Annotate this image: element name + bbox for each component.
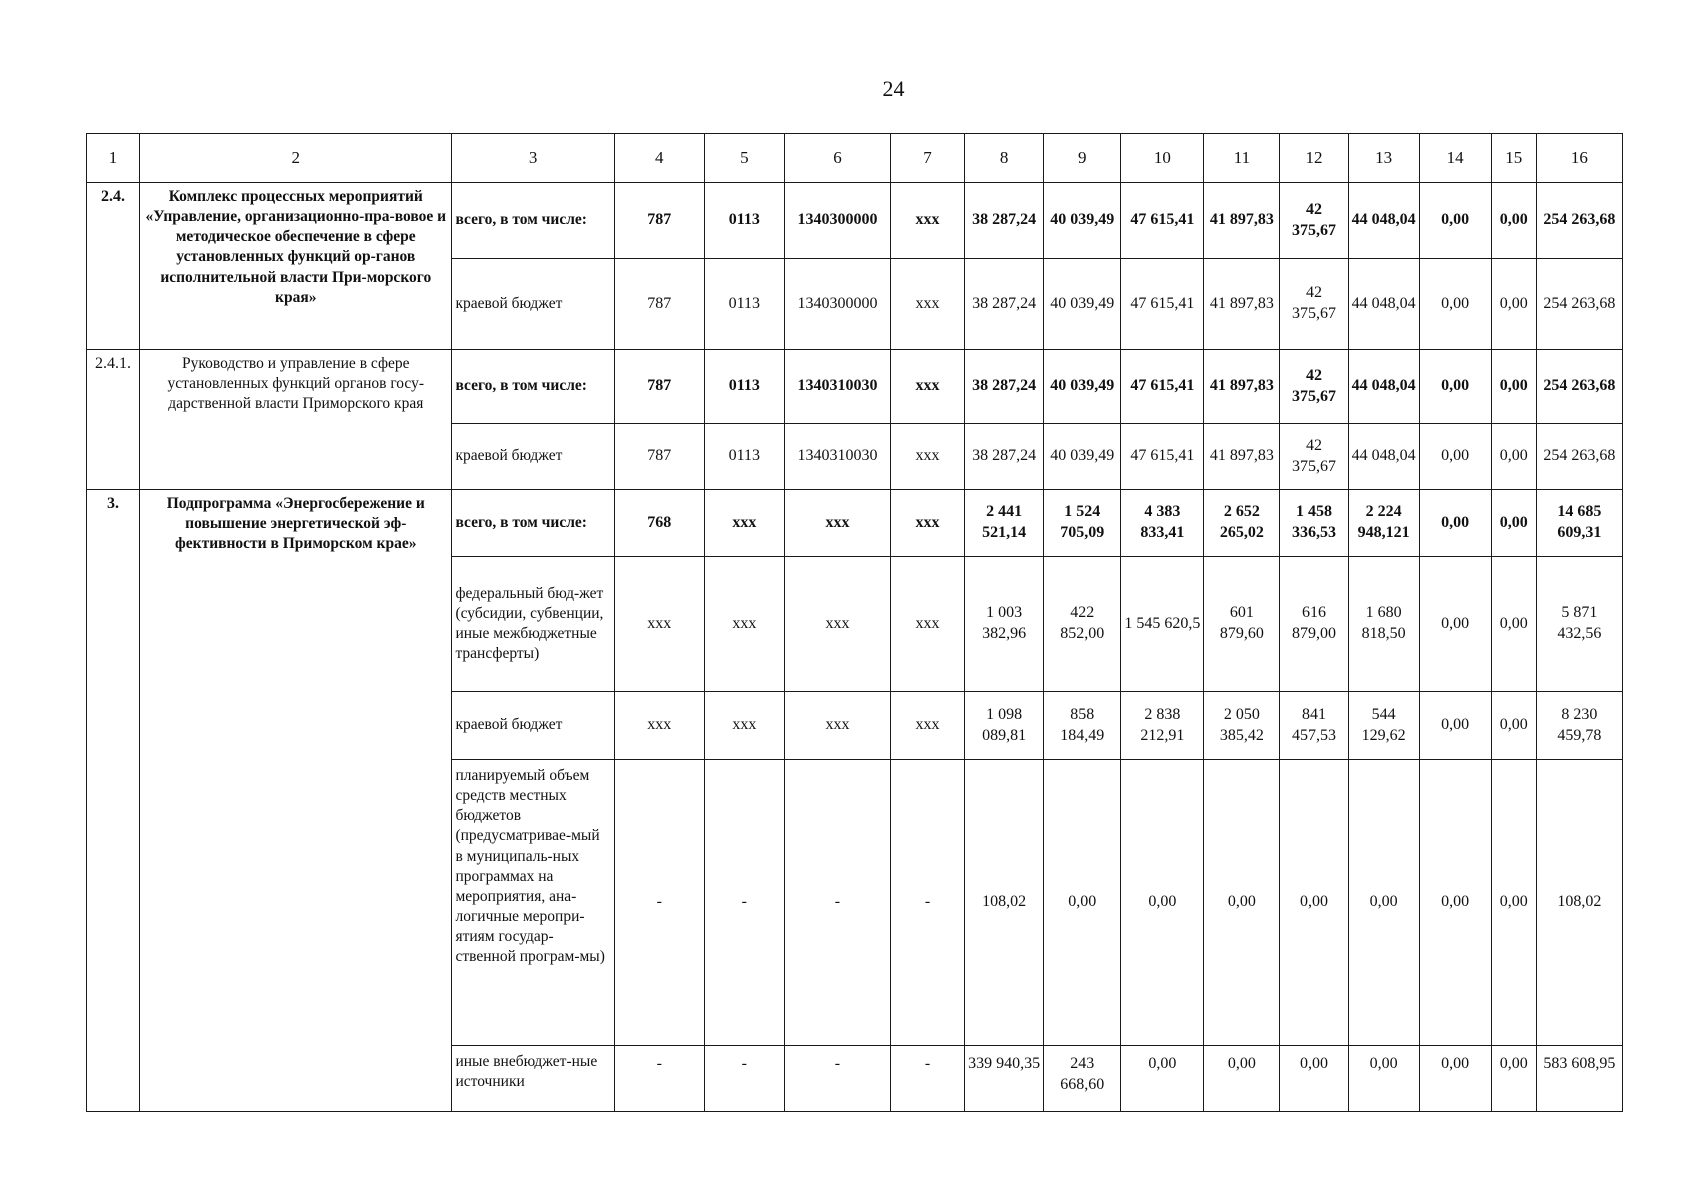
cell-c13: 1 680 818,50 xyxy=(1348,557,1419,692)
header-cell: 1 xyxy=(87,134,140,183)
cell-c16: 108,02 xyxy=(1536,760,1622,1046)
section-name: Комплекс процессных мероприятий «Управление, организационно-пра-вовое и методическое обеспечение в сфере установленных функций ор-ганов исполнительной власти При-морского края» xyxy=(140,183,452,350)
cell-c5: xxx xyxy=(704,557,784,692)
cell-c6: - xyxy=(784,760,890,1046)
funding-source: всего, в том числе: xyxy=(452,490,614,557)
cell-c12: 42 375,67 xyxy=(1280,350,1348,424)
cell-c7: xxx xyxy=(891,183,965,259)
cell-c8: 339 940,35 xyxy=(965,1046,1044,1112)
cell-c11: 601 879,60 xyxy=(1204,557,1280,692)
cell-c11: 0,00 xyxy=(1204,1046,1280,1112)
cell-c10: 0,00 xyxy=(1121,1046,1204,1112)
cell-c11: 0,00 xyxy=(1204,760,1280,1046)
cell-c13: 0,00 xyxy=(1348,1046,1419,1112)
cell-c9: 1 524 705,09 xyxy=(1044,490,1121,557)
cell-c15: 0,00 xyxy=(1491,557,1536,692)
cell-c7: xxx xyxy=(891,424,965,490)
cell-c4: - xyxy=(614,760,704,1046)
cell-c13: 544 129,62 xyxy=(1348,692,1419,760)
cell-c6: - xyxy=(784,1046,890,1112)
header-cell: 3 xyxy=(452,134,614,183)
section-number: 2.4.1. xyxy=(87,350,140,490)
cell-c4: 787 xyxy=(614,183,704,259)
cell-c10: 47 615,41 xyxy=(1121,350,1204,424)
funding-source: краевой бюджет xyxy=(452,692,614,760)
cell-c7: xxx xyxy=(891,350,965,424)
cell-c8: 1 003 382,96 xyxy=(965,557,1044,692)
cell-c15: 0,00 xyxy=(1491,692,1536,760)
cell-c12: 42 375,67 xyxy=(1280,259,1348,350)
header-cell: 5 xyxy=(704,134,784,183)
cell-c15: 0,00 xyxy=(1491,1046,1536,1112)
cell-c16: 5 871 432,56 xyxy=(1536,557,1622,692)
cell-c8: 2 441 521,14 xyxy=(965,490,1044,557)
header-cell: 11 xyxy=(1204,134,1280,183)
cell-c12: 841 457,53 xyxy=(1280,692,1348,760)
cell-c7: xxx xyxy=(891,692,965,760)
cell-c6: xxx xyxy=(784,490,890,557)
section-number: 2.4. xyxy=(87,183,140,350)
cell-c8: 38 287,24 xyxy=(965,350,1044,424)
cell-c9: 40 039,49 xyxy=(1044,259,1121,350)
cell-c4: 768 xyxy=(614,490,704,557)
cell-c4: - xyxy=(614,1046,704,1112)
cell-c4: 787 xyxy=(614,259,704,350)
cell-c12: 42 375,67 xyxy=(1280,183,1348,259)
cell-c7: - xyxy=(891,1046,965,1112)
header-row xyxy=(87,134,1623,183)
header-cell: 4 xyxy=(614,134,704,183)
cell-c16: 8 230 459,78 xyxy=(1536,692,1622,760)
funding-source: всего, в том числе: xyxy=(452,350,614,424)
cell-c5: 0113 xyxy=(704,183,784,259)
cell-c16: 254 263,68 xyxy=(1536,350,1622,424)
cell-c5: 0113 xyxy=(704,424,784,490)
header-cell: 16 xyxy=(1536,134,1622,183)
budget-table xyxy=(86,133,1623,1112)
cell-c8: 1 098 089,81 xyxy=(965,692,1044,760)
cell-c14: 0,00 xyxy=(1419,1046,1491,1112)
cell-c11: 2 050 385,42 xyxy=(1204,692,1280,760)
table-row xyxy=(87,490,1623,557)
cell-c6: xxx xyxy=(784,557,890,692)
cell-c9: 422 852,00 xyxy=(1044,557,1121,692)
cell-c9: 40 039,49 xyxy=(1044,350,1121,424)
header-cell: 8 xyxy=(965,134,1044,183)
funding-source: планируемый объем средств местных бюджетов (предусматривае-мый в муниципаль-ных программах на мероприятия, ана-логичные меропри-ятиям государ-ственной програм-мы) xyxy=(452,760,614,1046)
cell-c9: 858 184,49 xyxy=(1044,692,1121,760)
cell-c9: 243 668,60 xyxy=(1044,1046,1121,1112)
cell-c4: xxx xyxy=(614,557,704,692)
section-number: 3. xyxy=(87,490,140,1112)
cell-c14: 0,00 xyxy=(1419,350,1491,424)
cell-c15: 0,00 xyxy=(1491,350,1536,424)
cell-c7: xxx xyxy=(891,557,965,692)
cell-c14: 0,00 xyxy=(1419,557,1491,692)
cell-c12: 42 375,67 xyxy=(1280,424,1348,490)
cell-c10: 0,00 xyxy=(1121,760,1204,1046)
cell-c16: 14 685 609,31 xyxy=(1536,490,1622,557)
cell-c6: xxx xyxy=(784,692,890,760)
cell-c13: 44 048,04 xyxy=(1348,259,1419,350)
cell-c13: 44 048,04 xyxy=(1348,424,1419,490)
cell-c4: xxx xyxy=(614,692,704,760)
cell-c9: 0,00 xyxy=(1044,760,1121,1046)
page-number: 24 xyxy=(882,76,905,101)
cell-c12: 1 458 336,53 xyxy=(1280,490,1348,557)
cell-c7: xxx xyxy=(891,259,965,350)
cell-c8: 38 287,24 xyxy=(965,183,1044,259)
cell-c12: 616 879,00 xyxy=(1280,557,1348,692)
cell-c8: 38 287,24 xyxy=(965,259,1044,350)
cell-c10: 4 383 833,41 xyxy=(1121,490,1204,557)
cell-c5: 0113 xyxy=(704,350,784,424)
cell-c11: 2 652 265,02 xyxy=(1204,490,1280,557)
cell-c16: 254 263,68 xyxy=(1536,424,1622,490)
cell-c13: 0,00 xyxy=(1348,760,1419,1046)
cell-c11: 41 897,83 xyxy=(1204,424,1280,490)
cell-c8: 38 287,24 xyxy=(965,424,1044,490)
cell-c15: 0,00 xyxy=(1491,490,1536,557)
cell-c6: 1340300000 xyxy=(784,183,890,259)
cell-c12: 0,00 xyxy=(1280,760,1348,1046)
cell-c10: 47 615,41 xyxy=(1121,183,1204,259)
cell-c5: 0113 xyxy=(704,259,784,350)
cell-c15: 0,00 xyxy=(1491,183,1536,259)
cell-c7: - xyxy=(891,760,965,1046)
cell-c6: 1340300000 xyxy=(784,259,890,350)
table-row xyxy=(87,350,1623,424)
header-cell: 7 xyxy=(891,134,965,183)
cell-c11: 41 897,83 xyxy=(1204,183,1280,259)
cell-c11: 41 897,83 xyxy=(1204,350,1280,424)
cell-c15: 0,00 xyxy=(1491,424,1536,490)
cell-c10: 47 615,41 xyxy=(1121,424,1204,490)
cell-c13: 44 048,04 xyxy=(1348,183,1419,259)
cell-c15: 0,00 xyxy=(1491,259,1536,350)
header-cell: 13 xyxy=(1348,134,1419,183)
cell-c14: 0,00 xyxy=(1419,259,1491,350)
header-cell: 14 xyxy=(1419,134,1491,183)
cell-c16: 583 608,95 xyxy=(1536,1046,1622,1112)
cell-c16: 254 263,68 xyxy=(1536,183,1622,259)
section-name: Подпрограмма «Энергосбережение и повышение энергетической эф-фективности в Приморском крае» xyxy=(140,490,452,1112)
cell-c9: 40 039,49 xyxy=(1044,424,1121,490)
cell-c13: 44 048,04 xyxy=(1348,350,1419,424)
cell-c10: 47 615,41 xyxy=(1121,259,1204,350)
cell-c10: 1 545 620,5 xyxy=(1121,557,1204,692)
cell-c13: 2 224 948,121 xyxy=(1348,490,1419,557)
funding-source: краевой бюджет xyxy=(452,259,614,350)
header-cell: 12 xyxy=(1280,134,1348,183)
cell-c14: 0,00 xyxy=(1419,490,1491,557)
cell-c14: 0,00 xyxy=(1419,760,1491,1046)
cell-c6: 1340310030 xyxy=(784,350,890,424)
funding-source: краевой бюджет xyxy=(452,424,614,490)
cell-c4: 787 xyxy=(614,424,704,490)
cell-c11: 41 897,83 xyxy=(1204,259,1280,350)
cell-c10: 2 838 212,91 xyxy=(1121,692,1204,760)
cell-c15: 0,00 xyxy=(1491,760,1536,1046)
cell-c14: 0,00 xyxy=(1419,692,1491,760)
cell-c14: 0,00 xyxy=(1419,183,1491,259)
funding-source: иные внебюджет-ные источники xyxy=(452,1046,614,1112)
header-cell: 2 xyxy=(140,134,452,183)
funding-source: всего, в том числе: xyxy=(452,183,614,259)
header-cell: 6 xyxy=(784,134,890,183)
cell-c12: 0,00 xyxy=(1280,1046,1348,1112)
cell-c5: xxx xyxy=(704,490,784,557)
cell-c5: - xyxy=(704,760,784,1046)
funding-source: федеральный бюд-жет (субсидии, субвенции, иные межбюджетные трансферты) xyxy=(452,557,614,692)
cell-c9: 40 039,49 xyxy=(1044,183,1121,259)
header-cell: 15 xyxy=(1491,134,1536,183)
cell-c6: 1340310030 xyxy=(784,424,890,490)
cell-c5: - xyxy=(704,1046,784,1112)
header-cell: 10 xyxy=(1121,134,1204,183)
section-name: Руководство и управление в сфере установленных функций органов госу-дарственной власти Приморского края xyxy=(140,350,452,490)
cell-c14: 0,00 xyxy=(1419,424,1491,490)
header-cell: 9 xyxy=(1044,134,1121,183)
table-row xyxy=(87,183,1623,259)
cell-c4: 787 xyxy=(614,350,704,424)
cell-c5: xxx xyxy=(704,692,784,760)
cell-c8: 108,02 xyxy=(965,760,1044,1046)
cell-c7: xxx xyxy=(891,490,965,557)
cell-c16: 254 263,68 xyxy=(1536,259,1622,350)
